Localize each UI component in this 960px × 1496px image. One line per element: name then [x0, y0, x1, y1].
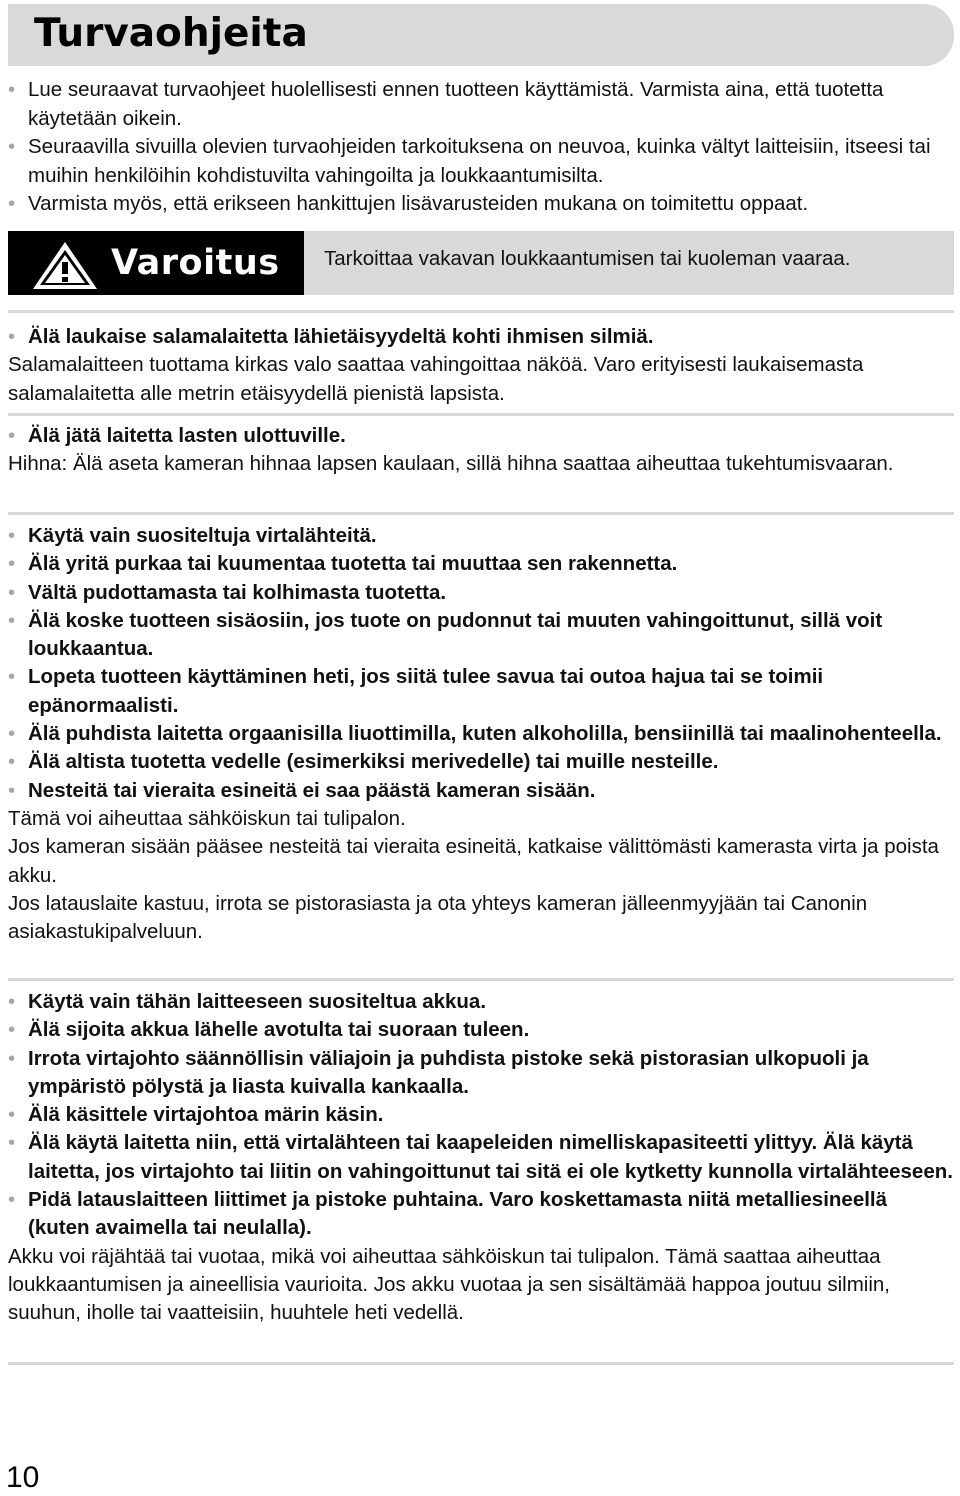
warning-item: • Älä sijoita akkua lähelle avotulta tai suoraan tuleen. [8, 1016, 953, 1044]
warning-triangle-icon [30, 239, 100, 291]
section-divider [8, 413, 954, 416]
section-flash [8, 323, 953, 408]
intro-item: • Lue seuraavat turvaohjeet huolellisesti ennen tuotteen käyttämistä. Varmista aina, että tuotetta käytetään oikein. [8, 76, 953, 133]
intro-list [8, 76, 953, 219]
warning-item: • Pidä latauslaitteen liittimet ja pistoke puhtaina. Varo koskettamasta niitä metalliesineellä (kuten avaimella tai neulalla). [8, 1186, 953, 1243]
page-number: 10 [6, 1461, 40, 1494]
section-handling [8, 522, 953, 946]
section-divider [8, 310, 954, 313]
warning-item: • Älä jätä laitetta lasten ulottuville. [8, 422, 953, 450]
section-paragraph: Hihna: Älä aseta kameran hihnaa lapsen kaulaan, sillä hihna saattaa aiheuttaa tukehtumisvaaran. [8, 452, 894, 476]
warning-item: • Älä käsittele virtajohtoa märin käsin. [8, 1101, 953, 1129]
warning-item: • Älä altista tuotetta vedelle (esimerkiksi merivedelle) tai muille nesteille. [8, 748, 953, 776]
intro-item: • Seuraavilla sivuilla olevien turvaohjeiden tarkoituksena on neuvoa, kuinka vältyt laitteisiin, itseesi tai muihin henkilöihin kohdistuvilta vahingoilta ja loukkaantumisilta. [8, 133, 953, 190]
warning-label: Varoitus [111, 243, 280, 283]
warning-item: • Vältä pudottamasta tai kolhimasta tuotetta. [8, 579, 953, 607]
warning-label-box [8, 231, 304, 295]
warning-item: • Irrota virtajohto säännöllisin väliajoin ja puhdista pistoke sekä pistorasian ulkopuoli ja ympäristö pölystä ja liasta kuivalla kankaalla. [8, 1045, 953, 1102]
warning-item: • Käytä vain tähän laitteeseen suositeltua akkua. [8, 988, 953, 1016]
warning-item: • Käytä vain suositeltuja virtalähteitä. [8, 522, 953, 550]
warning-legend [8, 231, 954, 295]
warning-item: • Älä laukaise salamalaitetta lähietäisyydeltä kohti ihmisen silmiä. [8, 323, 953, 351]
warning-item: • Älä yritä purkaa tai kuumentaa tuotetta tai muuttaa sen rakennetta. [8, 550, 953, 578]
section-divider [8, 1362, 954, 1365]
section-power [8, 988, 953, 1328]
section-paragraph: Jos kameran sisään pääsee nesteitä tai vieraita esineitä, katkaise välittömästi kamerasta virta ja poista akku. [8, 835, 939, 887]
title-bar [8, 4, 954, 66]
section-paragraph: Akku voi räjähtää tai vuotaa, mikä voi aiheuttaa sähköiskun tai tulipalon. Tämä saattaa aiheuttaa loukkaantumisen ja aineellisia vaurioita. Jos akku vuotaa ja sen sisältämää happoa joutuu silmiin, suuhun, iholle tai vaatteisiin, huuhtele heti vedellä. [8, 1244, 891, 1325]
warning-item: • Lopeta tuotteen käyttäminen heti, jos siitä tulee savua tai outoa hajua tai se toimii epänormaalisti. [8, 663, 953, 720]
warning-item: • Älä koske tuotteen sisäosiin, jos tuote on pudonnut tai muuten vahingoittunut, sillä voit loukkaantua. [8, 607, 953, 664]
page-title: Turvaohjeita [34, 11, 308, 56]
intro-item: • Varmista myös, että erikseen hankittujen lisävarusteiden mukana on toimitettu oppaat. [8, 190, 953, 219]
section-paragraph: Salamalaitteen tuottama kirkas valo saattaa vahingoittaa näköä. Varo erityisesti laukaisemasta salamalaitetta alle metrin etäisyydellä pienistä lapsista. [8, 353, 864, 405]
warning-item: • Nesteitä tai vieraita esineitä ei saa päästä kameran sisään. [8, 777, 953, 805]
section-children [8, 422, 953, 479]
warning-item: • Älä puhdista laitetta orgaanisilla liuottimilla, kuten alkoholilla, bensiinillä tai maalinohenteella. [8, 720, 953, 748]
warning-item: • Älä käytä laitetta niin, että virtalähteen tai kaapeleiden nimelliskapasiteetti ylittyy. Älä käytä laitetta, jos virtajohto tai liitin on vahingoittunut tai sitä ei ole kytketty kunnolla virtalähteeseen. [8, 1129, 953, 1186]
warning-description: Tarkoittaa vakavan loukkaantumisen tai kuoleman vaaraa. [324, 247, 851, 270]
section-paragraph: Tämä voi aiheuttaa sähköiskun tai tulipalon. [8, 806, 406, 830]
section-divider [8, 512, 954, 515]
section-paragraph: Jos latauslaite kastuu, irrota se pistorasiasta ja ota yhteys kameran jälleenmyyjään tai Canonin asiakastukipalveluun. [8, 891, 868, 944]
section-divider [8, 978, 954, 981]
